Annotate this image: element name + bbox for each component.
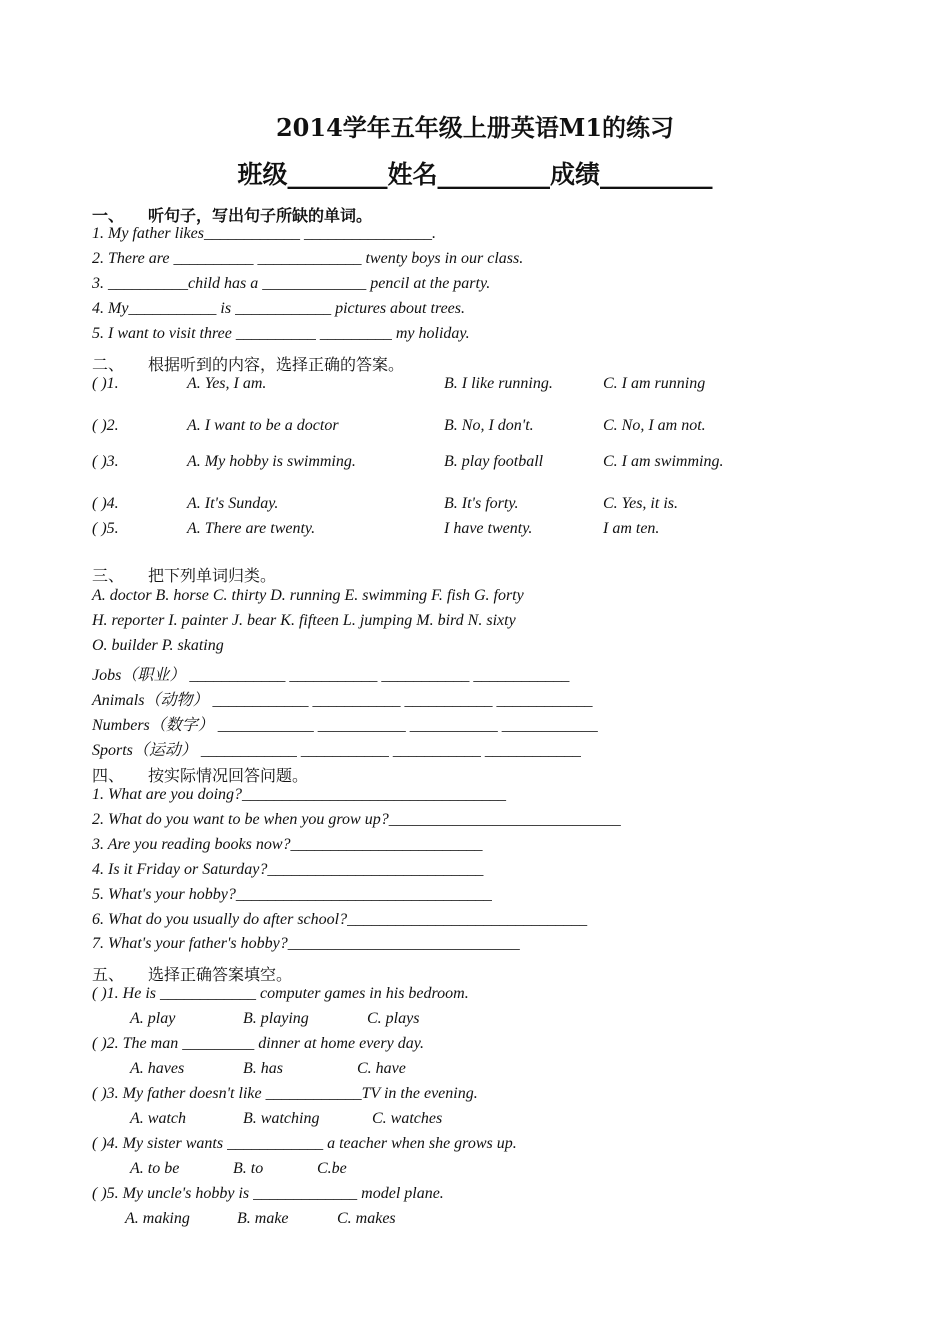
s1-item-5: 5. I want to visit three __________ _________ my holiday. [92, 325, 470, 342]
s3-category-animals: Animals（动物） ____________ ___________ ___________ ____________ [92, 692, 593, 709]
s3-category-numbers: Numbers（数字） ____________ ___________ ___________ ____________ [92, 717, 598, 734]
section-4-number: 四、 [92, 766, 125, 785]
s3-word-list-3: O. builder P. skating [92, 637, 224, 654]
s2-row-4-option-b: B. It's forty. [444, 495, 519, 512]
s3-word-list-2: H. reporter I. painter J. bear K. fifteen L. jumping M. bird N. sixty [92, 612, 516, 629]
s3-category-sports: Sports（运动） ____________ ___________ ___________ ____________ [92, 742, 581, 759]
s5-question-2: ( )2. The man _________ dinner at home every day. [92, 1035, 424, 1052]
s5-q3-option-c: C. watches [372, 1110, 443, 1127]
s2-row-3-option-c: C. I am swimming. [603, 453, 724, 470]
s5-question-1: ( )1. He is ____________ computer games in his bedroom. [92, 985, 469, 1002]
s4-item-4: 4. Is it Friday or Saturday?___________________________ [92, 861, 484, 878]
section-2-instruction: 根据听到的内容，选择正确的答案。 [148, 355, 405, 374]
section-5-instruction: 选择正确答案填空。 [148, 965, 293, 984]
s5-q1-option-a: A. play [130, 1010, 176, 1027]
s2-row-5-option-a: A. There are twenty. [187, 520, 316, 537]
s5-q3-option-b: B. watching [243, 1110, 320, 1127]
s2-row-4-number: ( )4. [92, 495, 119, 512]
section-2-number: 二、 [92, 355, 125, 374]
s3-category-jobs: Jobs（职业） ____________ ___________ ___________ ____________ [92, 667, 570, 684]
s1-item-1: 1. My father likes____________ ________________. [92, 225, 436, 242]
s1-item-4: 4. My___________ is ____________ pictures about trees. [92, 300, 466, 317]
s5-q4-option-a: A. to be [130, 1160, 180, 1177]
s5-q1-option-c: C. plays [367, 1010, 420, 1027]
s2-row-5-number: ( )5. [92, 520, 119, 537]
section-4-instruction: 按实际情况回答问题。 [148, 766, 309, 785]
s5-q4-option-b: B. to [233, 1160, 264, 1177]
section-1-instruction: 听句子，写出句子所缺的单词。 [148, 206, 373, 225]
s5-q5-option-a: A. making [125, 1210, 190, 1227]
s2-row-4-option-c: C. Yes, it is. [603, 495, 678, 512]
section-5-number: 五、 [92, 965, 125, 984]
s2-row-2-number: ( )2. [92, 417, 119, 434]
s4-item-2: 2. What do you want to be when you grow up?_____________________________ [92, 811, 621, 828]
s5-q3-option-a: A. watch [130, 1110, 186, 1127]
s2-row-1-number: ( )1. [92, 375, 119, 392]
s2-row-3-option-a: A. My hobby is swimming. [187, 453, 356, 470]
s3-word-list-1: A. doctor B. horse C. thirty D. running E. swimming F. fish G. forty [92, 587, 524, 604]
s5-q1-option-b: B. playing [243, 1010, 309, 1027]
s5-q2-option-c: C. have [357, 1060, 406, 1077]
section-1-number: 一、 [92, 206, 125, 225]
s5-question-4: ( )4. My sister wants ____________ a teacher when she grows up. [92, 1135, 517, 1152]
s4-item-1: 1. What are you doing?_________________________________ [92, 786, 507, 803]
s5-q5-option-c: C. makes [337, 1210, 396, 1227]
s5-q4-option-c: C.be [317, 1160, 347, 1177]
s2-row-3-number: ( )3. [92, 453, 119, 470]
student-info-line: 班级________姓名_________成绩_________ [237, 160, 713, 189]
s1-item-2: 2. There are __________ _____________ twenty boys in our class. [92, 250, 524, 267]
s5-q5-option-b: B. make [237, 1210, 289, 1227]
s2-row-2-option-b: B. No, I don't. [444, 417, 534, 434]
s2-row-1-option-a: A. Yes, I am. [187, 375, 267, 392]
s5-q2-option-a: A. haves [130, 1060, 185, 1077]
s2-row-5-option-b: I have twenty. [444, 520, 533, 537]
s5-q2-option-b: B. has [243, 1060, 283, 1077]
section-3-instruction: 把下列单词归类。 [148, 566, 277, 585]
s2-row-2-option-a: A. I want to be a doctor [187, 417, 339, 434]
s2-row-1-option-b: B. I like running. [444, 375, 553, 392]
s4-item-3: 3. Are you reading books now?________________________ [92, 836, 483, 853]
s5-question-3: ( )3. My father doesn't like ____________TV in the evening. [92, 1085, 478, 1102]
section-3-number: 三、 [92, 566, 125, 585]
s4-item-5: 5. What's your hobby?________________________________ [92, 886, 492, 903]
s2-row-5-option-c: I am ten. [603, 520, 660, 537]
s2-row-4-option-a: A. It's Sunday. [187, 495, 279, 512]
s4-item-7: 7. What's your father's hobby?_____________________________ [92, 935, 520, 952]
page-title: 2014学年五年级上册英语M1的练习 [275, 113, 675, 142]
s5-question-5: ( )5. My uncle's hobby is _____________ model plane. [92, 1185, 444, 1202]
s2-row-1-option-c: C. I am running [603, 375, 706, 392]
s2-row-3-option-b: B. play football [444, 453, 544, 470]
s1-item-3: 3. __________child has a _____________ pencil at the party. [92, 275, 491, 292]
s2-row-2-option-c: C. No, I am not. [603, 417, 706, 434]
s4-item-6: 6. What do you usually do after school?______________________________ [92, 911, 588, 928]
